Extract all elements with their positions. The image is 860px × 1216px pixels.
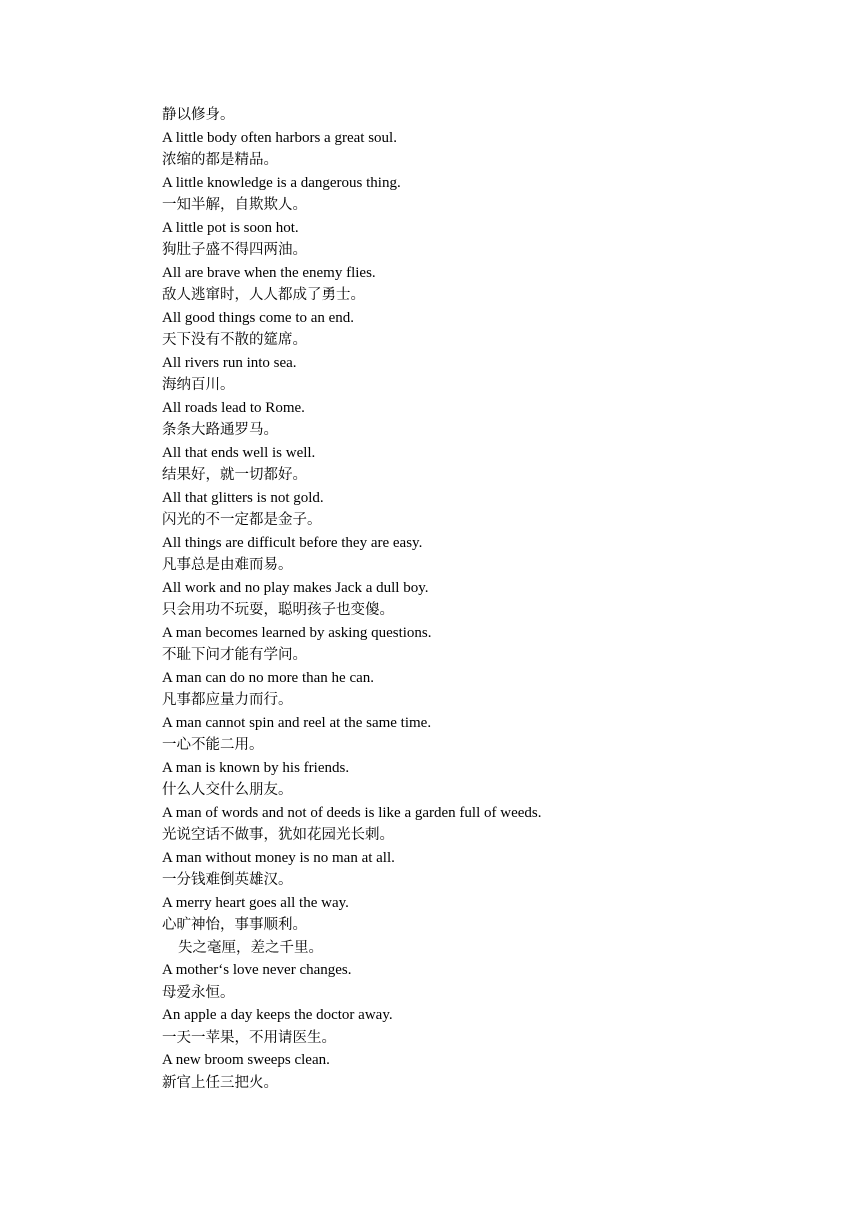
text-line: 静以修身。 [162, 107, 235, 123]
text-line: 一分钱难倒英雄汉。 [162, 872, 293, 888]
text-line: A man without money is no man at all. [162, 849, 395, 866]
text-line: All rivers run into sea. [162, 354, 297, 371]
text-line: 海纳百川。 [162, 377, 235, 393]
text-line: A little pot is soon hot. [162, 219, 299, 236]
text-line: 什么人交什么朋友。 [162, 782, 293, 798]
text-line: 光说空话不做事，犹如花园光长刺。 [162, 827, 394, 843]
text-line: 一天一苹果，不用请医生。 [162, 1029, 336, 1046]
text-line: All work and no play makes Jack a dull boy. [162, 579, 429, 596]
text-line: A little knowledge is a dangerous thing. [162, 174, 401, 191]
text-line: A mother‘s love never changes. [162, 962, 352, 978]
text-line: All are brave when the enemy flies. [162, 264, 376, 281]
text-line: A man of words and not of deeds is like a garden full of weeds. [162, 804, 542, 821]
text-line: A new broom sweeps clean. [162, 1052, 330, 1068]
text-line: 心旷神怡，事事顺利。 [162, 917, 307, 933]
text-line: 失之毫厘，差之千里。 [178, 939, 323, 956]
text-line: All that glitters is not gold. [162, 489, 324, 506]
text-line: 凡事总是由难而易。 [162, 557, 293, 573]
text-line: 凡事都应量力而行。 [162, 692, 293, 708]
text-line: 不耻下问才能有学问。 [162, 647, 307, 663]
text-line: An apple a day keeps the doctor away. [162, 1007, 393, 1023]
text-line: 条条大路通罗马。 [162, 422, 278, 438]
text-line: 天下没有不散的筵席。 [162, 332, 307, 348]
text-line: All roads lead to Rome. [162, 399, 305, 416]
text-line: A merry heart goes all the way. [162, 894, 349, 911]
text-line: 只会用功不玩耍，聪明孩子也变傻。 [162, 602, 394, 618]
text-line: All good things come to an end. [162, 309, 355, 326]
text-line: 结果好，就一切都好。 [162, 467, 307, 483]
text-line: All that ends well is well. [162, 444, 316, 461]
text-line: 一心不能二用。 [162, 737, 264, 753]
text-line: 浓缩的都是精品。 [162, 152, 278, 168]
text-line: 闪光的不一定都是金子。 [162, 512, 322, 528]
text-line: 敌人逃窜时，人人都成了勇士。 [162, 287, 365, 303]
proverb-list [162, 104, 802, 1094]
text-line: A man can do no more than he can. [162, 669, 375, 686]
text-line: A man becomes learned by asking questions. [162, 624, 432, 641]
text-line: 狗肚子盛不得四两油。 [162, 242, 307, 258]
text-line: All things are difficult before they are easy. [162, 534, 423, 551]
text-line: A man cannot spin and reel at the same time. [162, 714, 432, 731]
text-line: 母爱永恒。 [162, 984, 235, 1001]
text-line: A man is known by his friends. [162, 759, 350, 776]
text-line: 一知半解，自欺欺人。 [162, 197, 307, 213]
text-line: A little body often harbors a great soul. [162, 129, 397, 146]
text-line: 新官上任三把火。 [162, 1074, 278, 1091]
